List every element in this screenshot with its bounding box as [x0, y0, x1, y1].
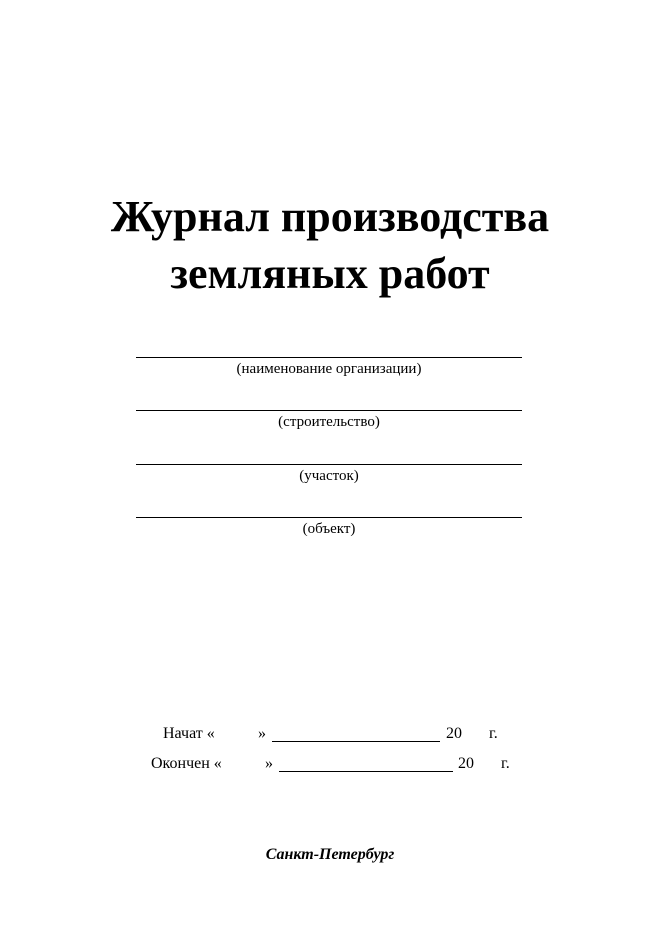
city-name: Санкт-Петербург: [265, 846, 395, 863]
organization-field-line[interactable]: [136, 357, 522, 358]
construction-field-line[interactable]: [136, 410, 522, 411]
section-caption: (участок): [299, 468, 359, 484]
start-date-label: Начат «: [163, 725, 215, 742]
start-date-close-quote: »: [258, 725, 266, 742]
end-date-label: Окончен «: [151, 755, 222, 772]
organization-caption: (наименование организации): [236, 361, 422, 377]
section-field-line[interactable]: [136, 464, 522, 465]
construction-caption: (строительство): [278, 414, 380, 430]
object-caption: (объект): [302, 521, 356, 537]
title-line-2: земляных работ: [170, 249, 490, 298]
title-line-1: Журнал производства: [110, 192, 550, 241]
start-date-year-suffix: г.: [489, 725, 498, 742]
start-date-year-prefix: 20: [446, 725, 462, 742]
end-date-month-line[interactable]: [279, 771, 453, 772]
object-field-line[interactable]: [136, 517, 522, 518]
start-date-month-line[interactable]: [272, 741, 440, 742]
end-date-close-quote: »: [265, 755, 273, 772]
end-date-year-suffix: г.: [501, 755, 510, 772]
end-date-year-prefix: 20: [458, 755, 474, 772]
